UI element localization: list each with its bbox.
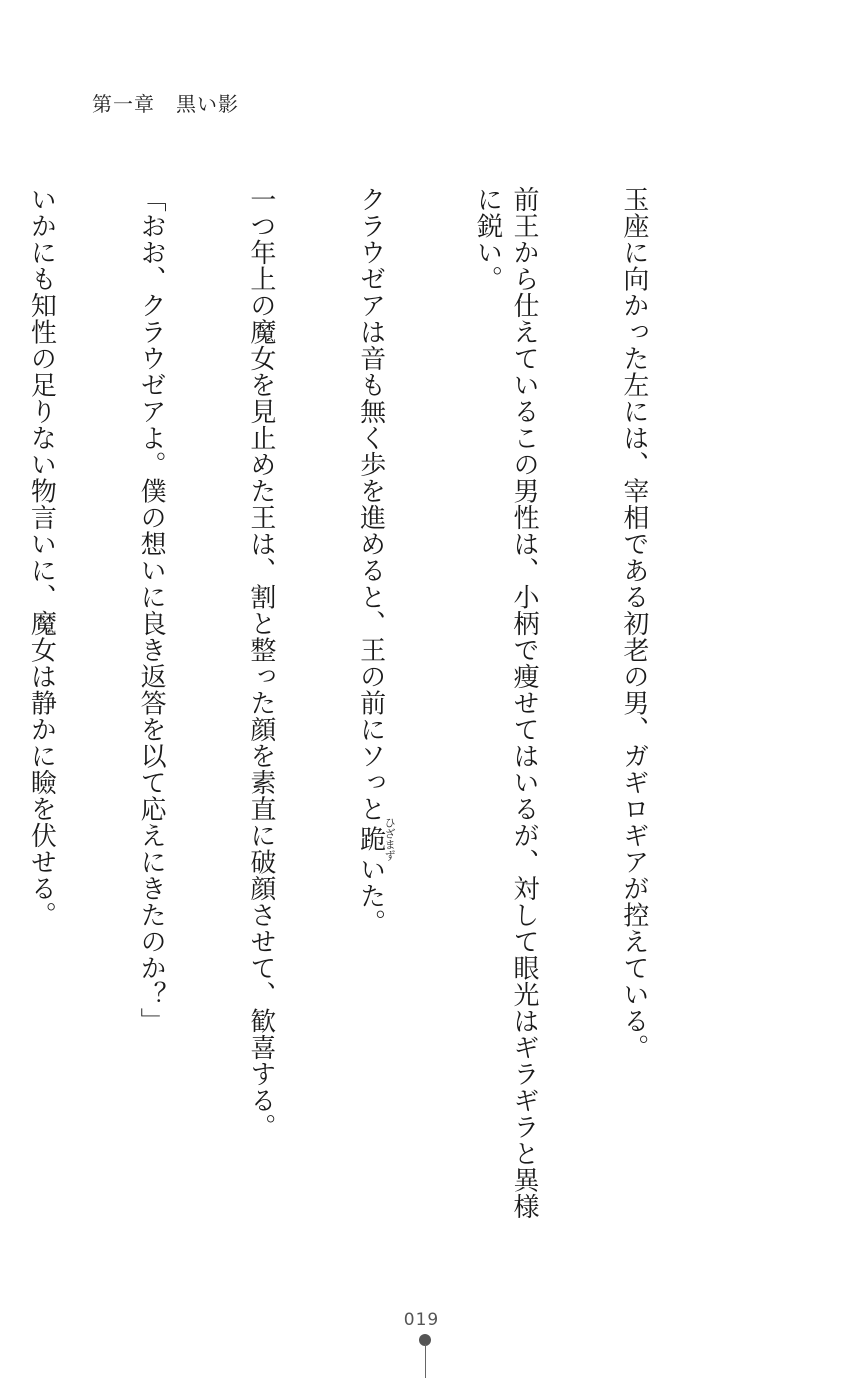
page-number: 019 <box>403 1310 440 1330</box>
page-marker-line <box>425 1344 426 1378</box>
novel-text-body <box>0 186 725 1220</box>
paragraph: 玉座に向かった左には、宰相である初老の男、ガギロギアが控えている。 <box>618 186 649 1061</box>
paragraph: 「おお、クラウゼアよ。僕の想いに良き返答を以て応えにきたのか？」 <box>136 186 167 1034</box>
ruby-reading: ひざまず <box>383 817 397 861</box>
paragraph: クラウゼアは音も無く歩を進めると、王の前にソっと跪ひざまずいた。 <box>355 186 397 936</box>
chapter-header: 第一章 黒い影 <box>92 92 239 116</box>
paragraph: 一つ年上の魔女を見止めた王は、割と整った顔を素直に破顔させて、歓喜する。 <box>245 186 276 1140</box>
paragraph: 前王から仕えているこの男性は、小柄で痩せてはいるが、対して眼光はギラギラと異様 に鋭い。 <box>472 186 540 1220</box>
paragraph: いかにも知性の足りない物言いに、魔女は静かに瞼を伏せる。 <box>26 186 57 928</box>
ruby-annotation: 跪ひざまず <box>355 817 397 861</box>
